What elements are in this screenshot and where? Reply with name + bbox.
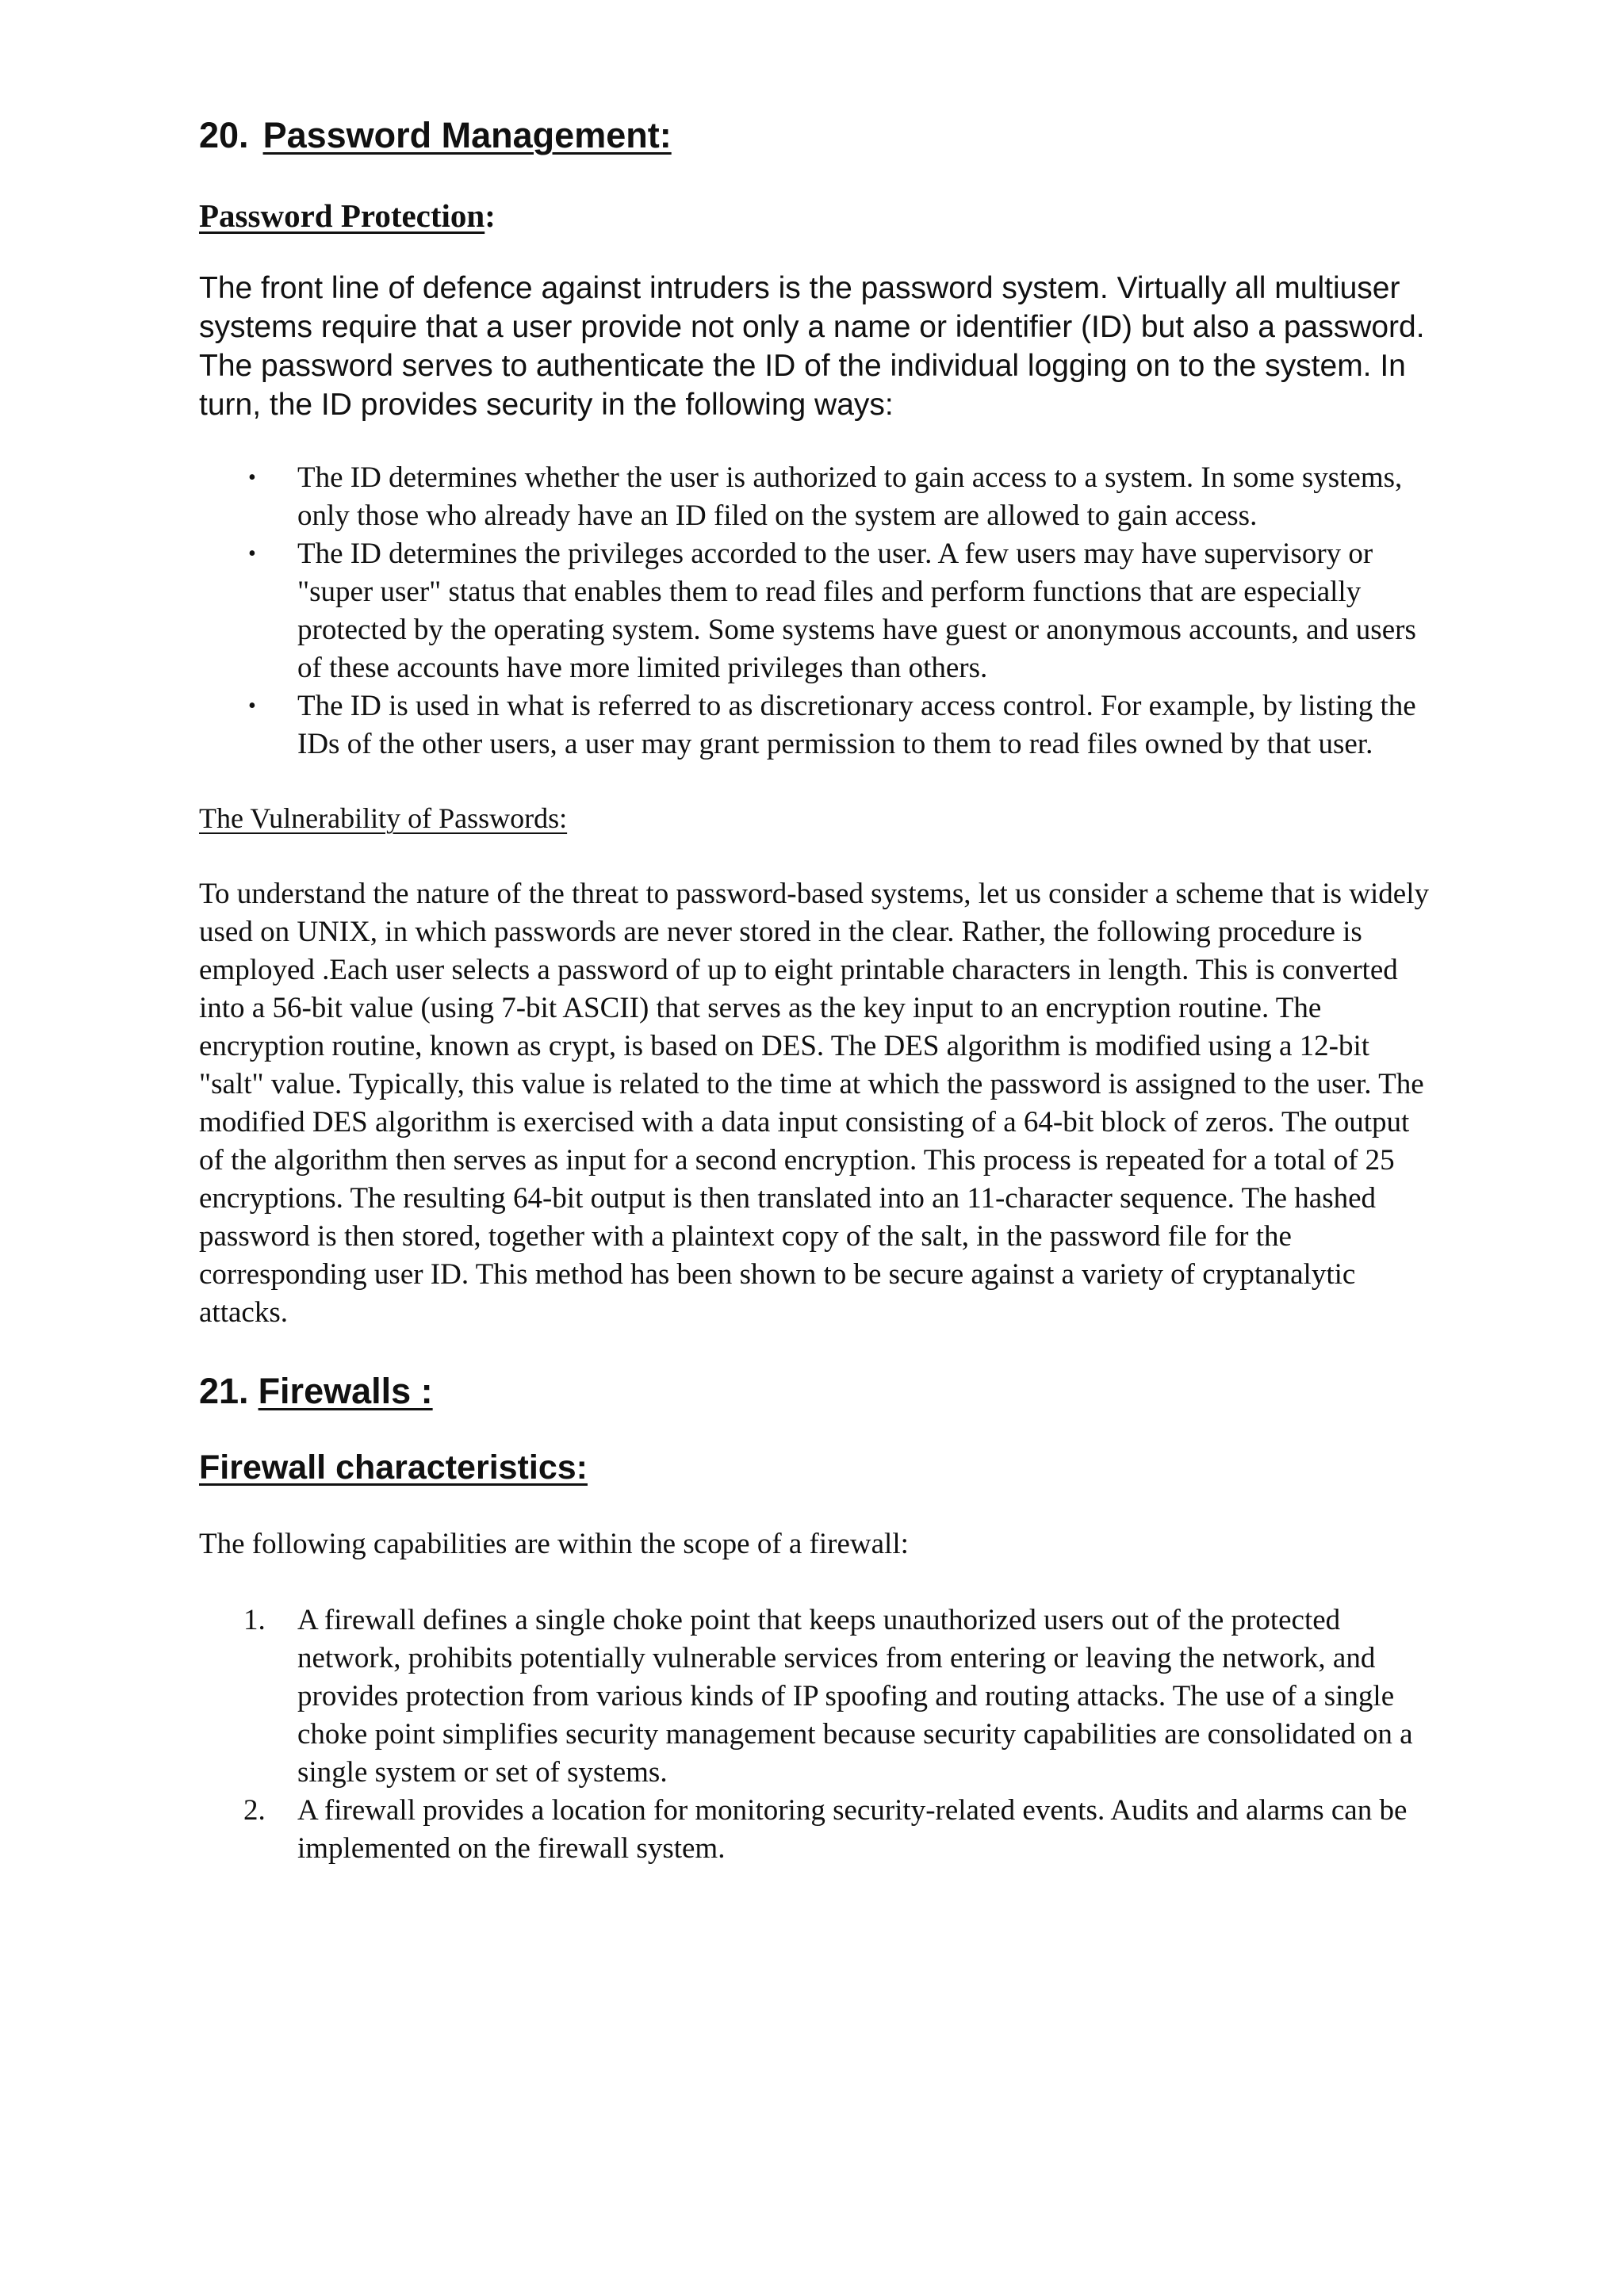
firewall-capabilities-list xyxy=(199,1601,1436,1868)
list-item xyxy=(199,535,1436,687)
list-item-text: The ID determines the privileges accorded to the user. A few users may have supervisory or "super user" status that enables them to read files and perform functions that are especially protected by the operating system. Some systems have guest or anonymous accounts, and users of these accounts have more limited privileges than others. xyxy=(297,538,1416,685)
list-item-text: The ID determines whether the user is authorized to gain access to a system. In some systems, only those who already have an ID filed on the system are allowed to gain access. xyxy=(297,461,1403,533)
list-item-number: 1. xyxy=(243,1603,266,1636)
firewall-characteristics-title: Firewall characteristics: xyxy=(199,1448,588,1487)
firewall-characteristics-heading xyxy=(199,1448,1436,1489)
list-item-text: A firewall provides a location for monitoring security-related events. Audits and alarms can be implemented on the firewall system. xyxy=(297,1793,1408,1865)
list-item-number: 2. xyxy=(243,1793,266,1827)
section-20-number: 20. xyxy=(199,115,249,155)
bullet-icon: • xyxy=(248,694,256,719)
firewall-intro: The following capabilities are within the scope of a firewall: xyxy=(199,1527,909,1560)
document-page xyxy=(199,103,1436,1868)
list-item-text: The ID is used in what is referred to as discretionary access control. For example, by listing the IDs of the other users, a user may grant permission to them to read files owned by that user. xyxy=(297,690,1416,761)
list-item xyxy=(199,459,1436,535)
list-item xyxy=(199,1601,1436,1792)
section-21-number: 21. xyxy=(199,1371,249,1412)
list-item-text: A firewall defines a single choke point that keeps unauthorized users out of the protected network, prohibits potentially vulnerable services from entering or leaving the network, and provides protection from various kinds of IP spoofing and routing attacks. The use of a single choke point simplifies security management because security capabilities are consolidated on a single system or set of systems. xyxy=(297,1603,1413,1789)
section-20-title: Password Management: xyxy=(262,115,672,155)
password-protection-colon: : xyxy=(485,197,496,234)
password-protection-title: Password Protection xyxy=(199,197,485,234)
section-21-title: Firewalls : xyxy=(258,1371,433,1412)
password-protection-heading xyxy=(199,197,1436,235)
bullet-icon: • xyxy=(248,541,256,567)
bullet-icon: • xyxy=(248,465,256,491)
section-21-heading xyxy=(199,1370,1436,1413)
list-item xyxy=(199,687,1436,763)
list-item xyxy=(199,1792,1436,1868)
vulnerability-heading xyxy=(199,802,1436,836)
section-20-heading xyxy=(199,114,1436,157)
password-protection-intro: The front line of defence against intruders is the password system. Virtually all multiuser systems require that a user provide not only a name or identifier (ID) but also a password. The password serves to authenticate the ID of the individual logging on to the system. In turn, the ID provides security in the following ways: xyxy=(199,271,1425,423)
id-security-list xyxy=(199,459,1436,763)
vulnerability-title: The Vulnerability of Passwords: xyxy=(199,802,568,835)
vulnerability-body: To understand the nature of the threat to password-based systems, let us consider a scheme that is widely used on UNIX, in which passwords are never stored in the clear. Rather, the following procedure is employed .Each user selects a password of up to eight printable characters in length. This is converted into a 56-bit value (using 7-bit ASCII) that serves as the key input to an encryption routine. The encryption routine, known as crypt, is based on DES. The DES algorithm is modified using a 12-bit "salt" value. Typically, this value is related to the time at which the password is assigned to the user. The modified DES algorithm is exercised with a data input consisting of a 64-bit block of zeros. The output of the algorithm then serves as input for a second encryption. This process is repeated for a total of 25 encryptions. The resulting 64-bit output is then translated into an 11-character sequence. The hashed password is then stored, together with a plaintext copy of the salt, in the password file for the corresponding user ID. This method has been shown to be secure against a variety of cryptanalytic attacks. xyxy=(199,878,1430,1330)
